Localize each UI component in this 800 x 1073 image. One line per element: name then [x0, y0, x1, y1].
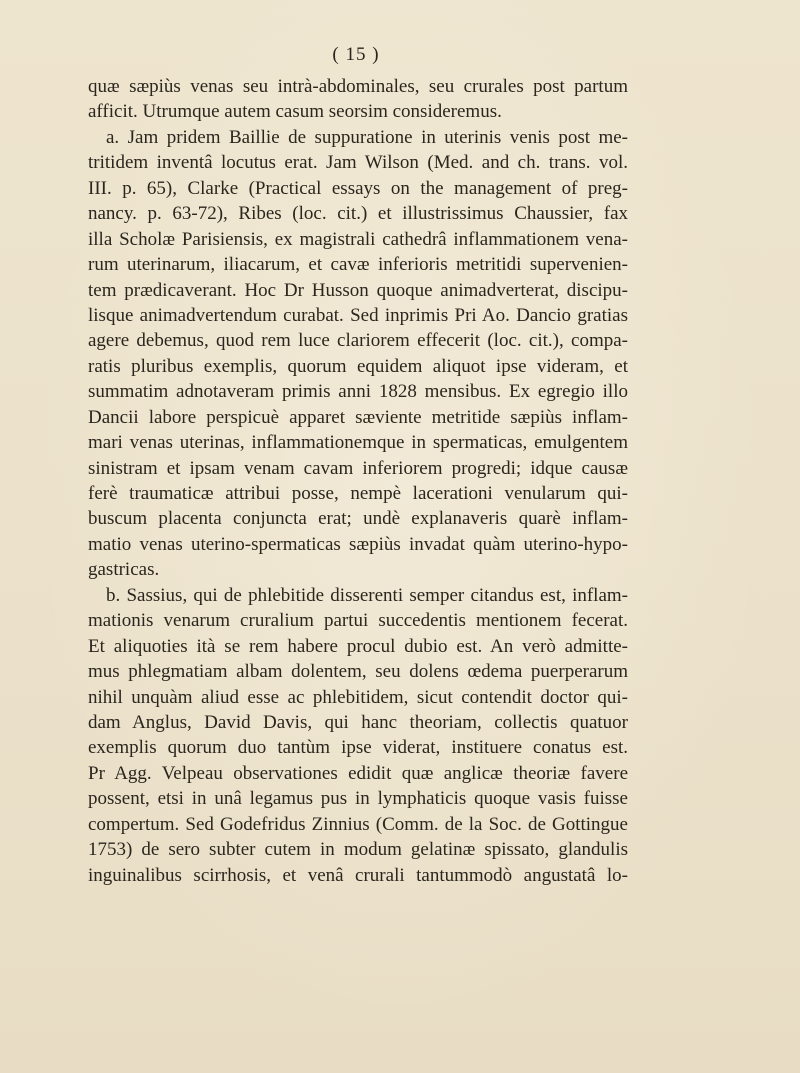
text-line: mari venas uterinas, inflammationemque in spermaticas, emulgentem: [88, 432, 628, 454]
page-number: ( 15 ): [332, 44, 380, 65]
text-line: nihil unquàm aliud esse ac phlebitidem, sicut contendit doctor qui-: [88, 686, 628, 708]
text-line: gastricas.: [88, 559, 160, 581]
text-line: a. Jam pridem Baillie de suppuratione in uterinis venis post me-: [106, 126, 628, 148]
text-line: quæ sæpiùs venas seu intrà-abdominales, seu crurales post partum: [88, 76, 628, 97]
text-line: compertum. Sed Godefridus Zinnius (Comm. de la Soc. de Gottingue: [88, 813, 628, 835]
text-line: inguinalibus scirrhosis, et venâ crurali tantummodò angustatâ lo-: [88, 864, 628, 886]
text-line: tritidem inventâ locutus erat. Jam Wilson (Med. and ch. trans. vol.: [88, 152, 628, 174]
text-line: illa Scholæ Parisiensis, ex magistrali cathedrâ inflammationem vena-: [88, 228, 628, 250]
text-line: sinistram et ipsam venam cavam inferiorem progredi; idque causæ: [88, 457, 628, 479]
text-line: afficit. Utrumque autem casum seorsim consideremus.: [88, 101, 502, 123]
text-line: b. Sassius, qui de phlebitide disserenti semper citandus est, inflam-: [106, 584, 628, 606]
text-line: rum uterinarum, iliacarum, et cavæ inferioris metritidi supervenien-: [88, 254, 628, 276]
body-text: [88, 74, 628, 888]
text-line: tem prædicaverant. Hoc Dr Husson quoque animadverterat, discipu-: [88, 279, 628, 301]
text-line: buscum placenta conjuncta erat; undè explanaveris quarè inflam-: [88, 508, 628, 530]
text-line: mus phlegmatiam albam dolentem, seu dolens œdema puerperarum: [88, 661, 628, 683]
text-line: ferè traumaticæ attribui posse, nempè lacerationi venularum qui-: [88, 483, 628, 504]
text-line: Dancii labore perspicuè apparet sæviente metritide sæpiùs inflam-: [88, 406, 628, 428]
text-line: dam Anglus, David Davis, qui hanc theoriam, collectis quatuor: [88, 711, 628, 733]
text-line: agere debemus, quod rem luce clariorem effecerit (loc. cit.), compa-: [88, 330, 628, 352]
text-line: summatim adnotaveram primis anni 1828 mensibus. Ex egregio illo: [88, 381, 628, 403]
text-line: Pr Agg. Velpeau observationes edidit quæ anglicæ theoriæ favere: [88, 762, 628, 784]
text-line: 1753) de sero subter cutem in modum gelatinæ spissato, glandulis: [88, 839, 628, 861]
text-line: mationis venarum cruralium partui succedentis mentionem fecerat.: [88, 610, 628, 632]
text-line: III. p. 65), Clarke (Practical essays on the management of preg-: [88, 177, 628, 199]
text-line: lisque animadvertendum curabat. Sed inprimis Pri Ao. Dancio gratias: [88, 304, 628, 326]
text-line: nancy. p. 63-72), Ribes (loc. cit.) et illustrissimus Chaussier, fax: [88, 203, 628, 225]
text-line: ratis pluribus exemplis, quorum equidem aliquot ipse videram, et: [88, 355, 628, 377]
text-line: matio venas uterino-spermaticas sæpiùs invadat quàm uterino-hypo-: [88, 533, 628, 555]
text-line: possent, etsi in unâ legamus pus in lymphaticis quoque vasis fuisse: [88, 788, 628, 810]
text-line: Et aliquoties ità se rem habere procul dubio est. An verò admitte-: [88, 635, 628, 657]
text-line: exemplis quorum duo tantùm ipse viderat, instituere conatus est.: [88, 737, 628, 759]
